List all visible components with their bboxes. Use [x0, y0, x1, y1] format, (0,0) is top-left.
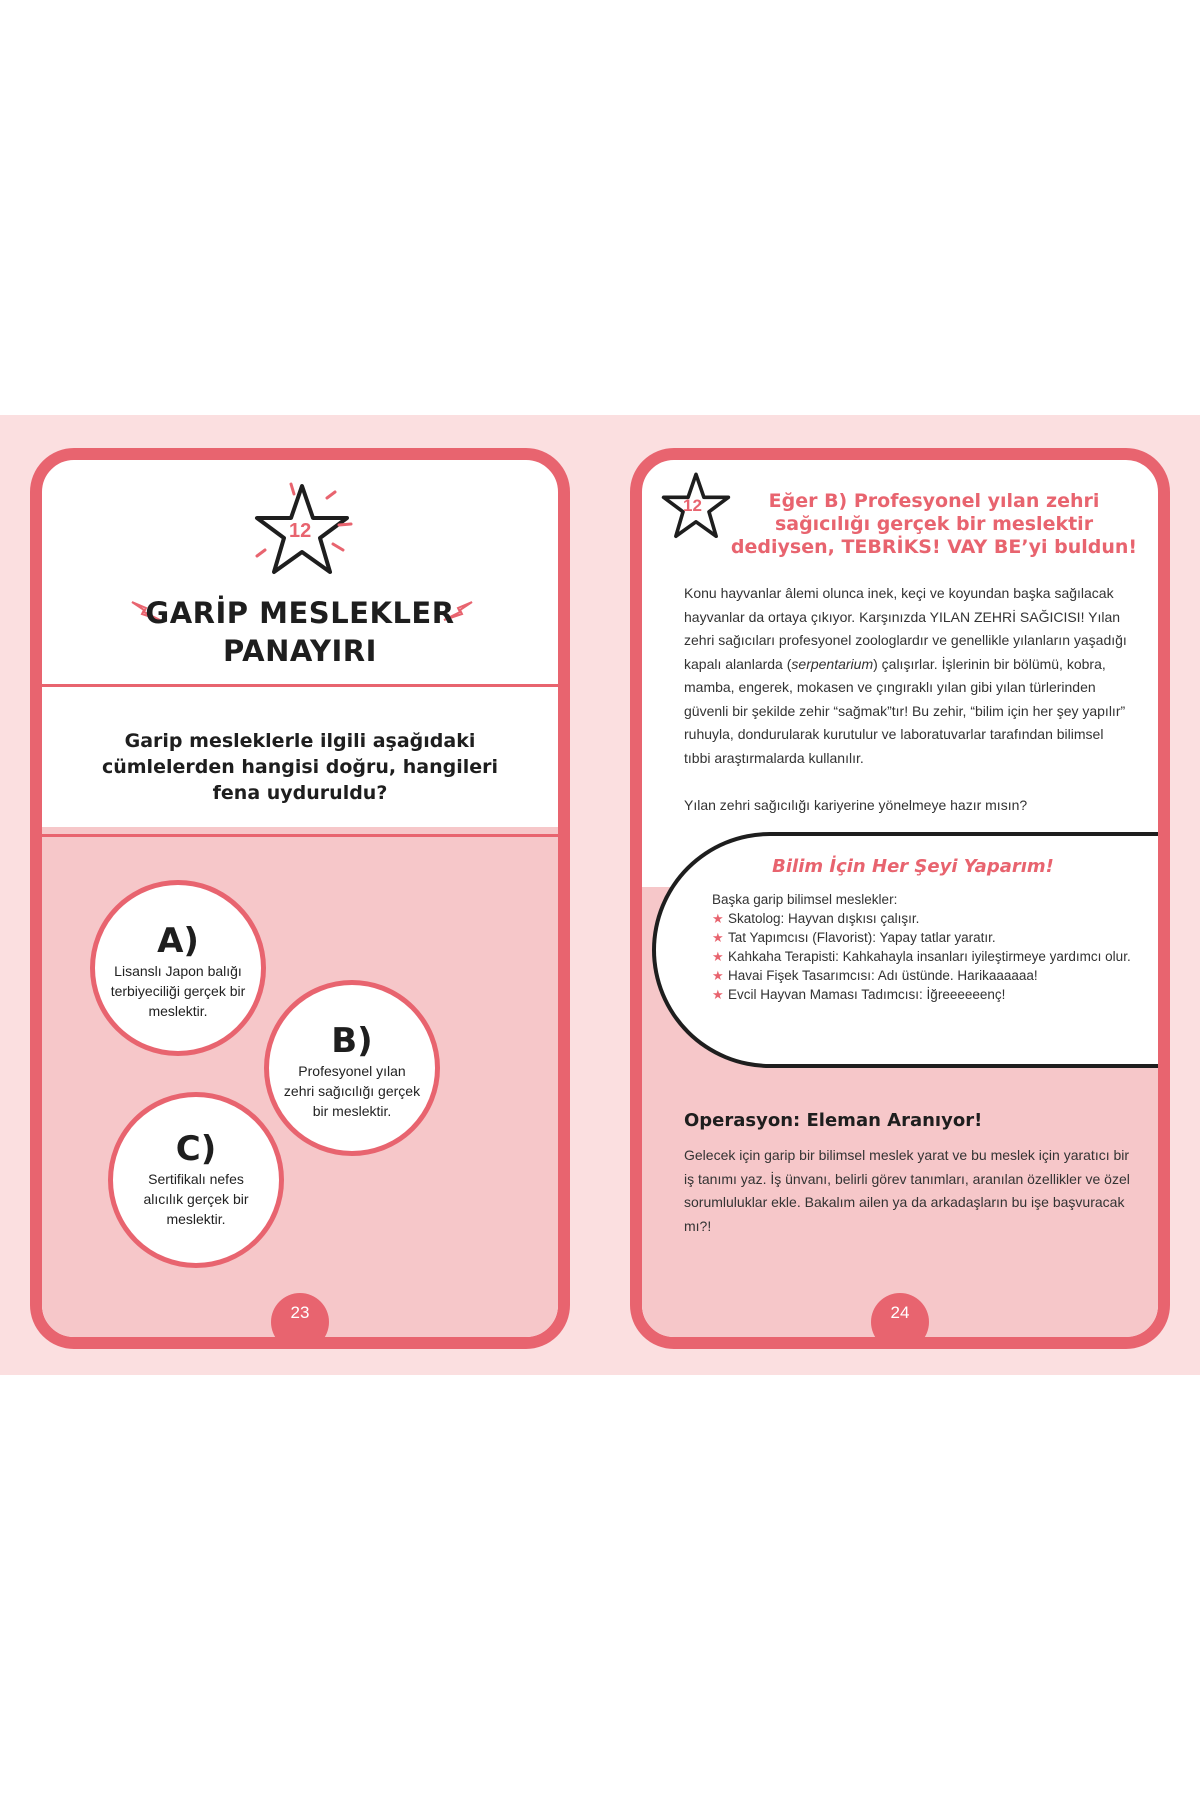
- list-item: [712, 909, 1140, 928]
- option-text: Lisanslı Japon balığı terbiyeciliği gerçek bir meslektir.: [110, 963, 246, 1019]
- italic-term: serpentarium: [791, 655, 874, 672]
- list-item-text: Kahkaha Terapisti: Kahkahayla insanları iyileştirmeye yardımcı olur.: [728, 949, 1131, 964]
- option-text: Profesyonel yılan zehri sağıcılığı gerçek bir meslektir.: [283, 1063, 421, 1119]
- divider: [42, 834, 558, 837]
- title-line-2: PANAYIRI: [223, 634, 377, 668]
- star-bullet-icon: ★: [712, 911, 724, 926]
- body-paragraph: [684, 582, 1130, 770]
- star-bullet-icon: ★: [712, 968, 724, 983]
- left-page-card: [30, 448, 570, 1349]
- info-box: [652, 832, 1170, 1068]
- right-page-card: [630, 448, 1170, 1349]
- option-letter: A): [157, 921, 199, 961]
- star-bullet-icon: ★: [712, 987, 724, 1002]
- option-c-bubble: [108, 1092, 284, 1268]
- info-box-list: [712, 890, 1140, 1004]
- info-box-intro: Başka garip bilimsel meslekler:: [712, 892, 898, 907]
- page-title: [42, 594, 558, 670]
- list-item: [712, 947, 1140, 966]
- option-b-bubble: [264, 980, 440, 1156]
- body-paragraph: Yılan zehri sağıcılığı kariyerine yönelmeye hazır mısın?: [684, 797, 1028, 813]
- option-a-bubble: [90, 880, 266, 1056]
- star-bullet-icon: ★: [712, 930, 724, 945]
- star-badge-icon: [247, 480, 357, 580]
- star-badge-icon: [656, 470, 736, 542]
- option-letter: C): [175, 1129, 217, 1169]
- list-item: [712, 985, 1140, 1004]
- list-item: [712, 966, 1140, 985]
- option-letter: B): [331, 1021, 373, 1061]
- badge-number: 12: [289, 520, 312, 542]
- activity-text: Gelecek için garip bir bilimsel meslek yarat ve bu meslek için yaratıcı bir iş tanımı yaz. İş ünvanı, belirli görev tanımları, aranılan özellikler ve özel sorumluluklar ekle. Bakalım ailen ya da arkadaşların bu işe başvuracak mı?!: [684, 1147, 1130, 1234]
- paragraph-text: Konu hayvanlar âlemi olunca inek, keçi ve koyundan başka sağılacak hayvanlar da ortaya çıkıyor. Karşınızda YILAN ZEHRİ SAĞICISI! Yılan zehri sağıcıları profesyonel zoologlardır ve genellikle yılanların yaşadığı kapalı alanlarda (: [684, 585, 1127, 672]
- paragraph-text: ) çalışırlar. İşlerinin bir bölümü, kobra, mamba, engerek, mokasen ve çıngıraklı yılan gibi yılan türlerinden güvenli bir şekilde zehir “sağmak”tır! Bu zehir, “bilim için her şey yapılır” ruhuyla, dondurularak kurutulur ve laboratuvarlar tarafından bilimsel tıbbi araştırmalarda kullanılır.: [684, 655, 1126, 766]
- list-item-text: Tat Yapımcısı (Flavorist): Yapay tatlar yaratır.: [728, 930, 996, 945]
- list-item-text: Havai Fişek Tasarımcısı: Adı üstünde. Harikaaaaaa!: [728, 968, 1038, 983]
- badge-number: 12: [683, 496, 702, 515]
- list-item-text: Evcil Hayvan Maması Tadımcısı: İğreeeeeenç!: [728, 987, 1006, 1002]
- answer-heading: Eğer B) Profesyonel yılan zehri sağıcılığı gerçek bir meslektir dediysen, TEBRİKS! VAY BE’yi buldun!: [730, 490, 1138, 558]
- page-number: 24: [871, 1293, 929, 1349]
- info-box-title: Bilim İçin Her Şeyi Yaparım!: [772, 856, 1054, 877]
- list-item-text: Skatolog: Hayvan dışkısı çalışır.: [728, 911, 920, 926]
- divider: [42, 684, 558, 687]
- option-text: Sertifikalı nefes alıcılık gerçek bir meslektir.: [143, 1171, 249, 1227]
- star-bullet-icon: ★: [712, 949, 724, 964]
- list-item: [712, 928, 1140, 947]
- activity-title: Operasyon: Eleman Aranıyor!: [684, 1110, 983, 1131]
- quiz-question: Garip mesleklerle ilgili aşağıdaki cümlelerden hangisi doğru, hangileri fena uyduruldu?: [101, 730, 499, 804]
- title-line-1: GARİP MESLEKLER: [145, 596, 455, 630]
- page-number: 23: [271, 1293, 329, 1349]
